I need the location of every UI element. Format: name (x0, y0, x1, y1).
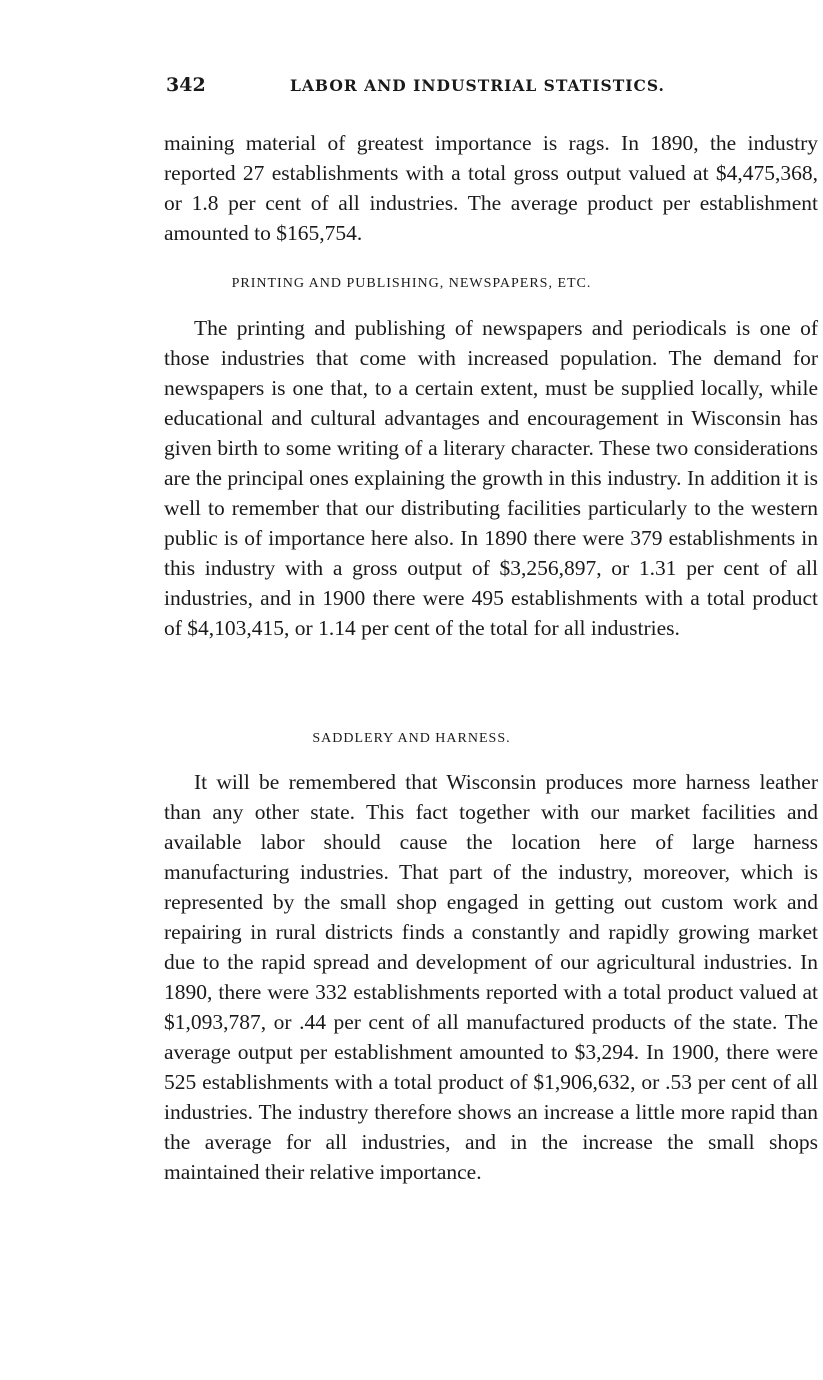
paragraph-text: It will be remembered that Wisconsin produces more harness leather than any other state. This fact together with our market facilities and available labor should cause the location here of large harness manufacturing industries. That part of the industry, moreover, which is represented by the small shop engaged in getting out custom work and repairing in rural districts finds a constantly and rapidly growing market due to the rapid spread and development of our agricultural industries. In 1890, there were 332 establishments reported with a total product valued at $1,093,787, or .44 per cent of all manufactured products of the state. The average output per establishment amounted to $3,294. In 1900, there were 525 establishments with a total product of $1,906,632, or .53 per cent of all industries. The industry therefore shows an increase a little more rapid than the average for all industries, and in the increase the small shops maintained their relative importance. (164, 770, 818, 1184)
paragraph-printing (164, 313, 818, 643)
paragraph-text: maining material of greatest importance is rags. In 1890, the industry reported 27 establishments with a total gross output valued at $4,475,368, or 1.8 per cent of all industries. The average product per establishment amounted to $165,754. (164, 131, 818, 245)
paragraph-text: The printing and publishing of newspapers and periodicals is one of those industries that come with increased population. The demand for newspapers is one that, to a certain extent, must be supplied locally, while educational and cultural advantages and encouragement in Wisconsin has given birth to some writing of a literary character. These two considerations are the principal ones explaining the growth in this industry. In addition it is well to remember that our distributing facilities particularly to the western public is of importance here also. In 1890 there were 379 establishments in this industry with a gross output of $3,256,897, or 1.31 per cent of all industries, and in 1900 there were 495 establishments with a total product of $4,103,415, or 1.14 per cent of the total for all industries. (164, 316, 818, 640)
section-heading-saddlery: SADDLERY AND HARNESS. (312, 731, 511, 746)
paragraph-saddlery (164, 767, 818, 1187)
page-number: 342 (166, 74, 206, 96)
running-head-title: LABOR AND INDUSTRIAL STATISTICS. (290, 76, 665, 95)
running-head (166, 66, 816, 102)
section-heading-printing: PRINTING AND PUBLISHING, NEWSPAPERS, ETC. (231, 276, 592, 291)
paragraph-paper-continuation (164, 128, 818, 248)
